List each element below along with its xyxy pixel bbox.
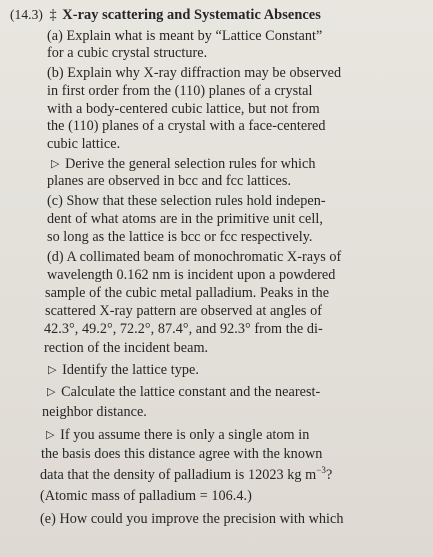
- calculate-line-1: Calculate the lattice constant and the nearest-: [61, 384, 321, 400]
- part-d-line-5: 42.3°, 49.2°, 72.2°, 87.4°, and 92.3° from the di-: [44, 321, 323, 337]
- density-exponent: −3: [316, 465, 326, 475]
- part-c-line-2: dent of what atoms are in the primitive unit cell,: [47, 211, 323, 227]
- part-d-line-3: sample of the cubic metal palladium. Peaks in the: [45, 285, 330, 301]
- part-b-line-5: cubic lattice.: [47, 136, 121, 152]
- derive-line-1: Derive the general selection rules for which: [65, 156, 316, 172]
- part-d-line-4: scattered X-ray pattern are observed at angles of: [45, 303, 322, 319]
- problem-heading: [10, 6, 321, 24]
- assume-bullet: [46, 426, 309, 445]
- part-c-line-3: so long as the lattice is bcc or fcc respectively.: [47, 229, 313, 245]
- part-b-line-1: (b) Explain why X-ray diffraction may be observed: [47, 65, 342, 81]
- identify-line: Identify the lattice type.: [62, 362, 199, 378]
- part-a-line-2: for a cubic crystal structure.: [47, 45, 208, 61]
- density-text: data that the density of palladium is 12023 kg m: [40, 467, 317, 483]
- assume-line-1: If you assume there is only a single atom in: [60, 427, 310, 443]
- dagger-mark: ‡: [49, 7, 57, 23]
- part-b-line-4: the (110) planes of a crystal with a face-centered: [47, 118, 326, 134]
- part-d-line-6: rection of the incident beam.: [44, 340, 209, 356]
- triangle-bullet-icon: ▷: [47, 386, 56, 398]
- part-a-line-1: (a) Explain what is meant by “Lattice Constant”: [47, 28, 323, 44]
- calculate-line-2: neighbor distance.: [42, 404, 147, 420]
- calculate-bullet: [47, 383, 320, 402]
- triangle-bullet-icon: ▷: [46, 429, 55, 441]
- triangle-bullet-icon: ▷: [48, 364, 57, 376]
- part-d-line-2: wavelength 0.162 nm is incident upon a powdered: [47, 267, 336, 283]
- triangle-bullet-icon: ▷: [51, 158, 60, 170]
- part-b-line-2: in first order from the (110) planes of a crystal: [47, 83, 313, 99]
- identify-bullet: [48, 361, 199, 380]
- assume-line-2: the basis does this distance agree with the known: [41, 446, 323, 462]
- problem-number: (14.3): [10, 7, 43, 22]
- assume-line-4: (Atomic mass of palladium = 106.4.): [40, 488, 252, 504]
- derive-line-2: planes are observed in bcc and fcc lattices.: [47, 173, 292, 189]
- problem-title: X-ray scattering and Systematic Absences: [62, 7, 321, 23]
- part-d-line-1: (d) A collimated beam of monochromatic X-rays of: [47, 249, 342, 265]
- assume-line-3: [40, 466, 332, 484]
- part-c-line-1: (c) Show that these selection rules hold indepen-: [47, 193, 326, 209]
- part-e-line-1: (e) How could you improve the precision with which: [40, 511, 344, 527]
- part-b-line-3: with a body-centered cubic lattice, but not from: [47, 101, 320, 117]
- density-question-mark: ?: [325, 467, 333, 483]
